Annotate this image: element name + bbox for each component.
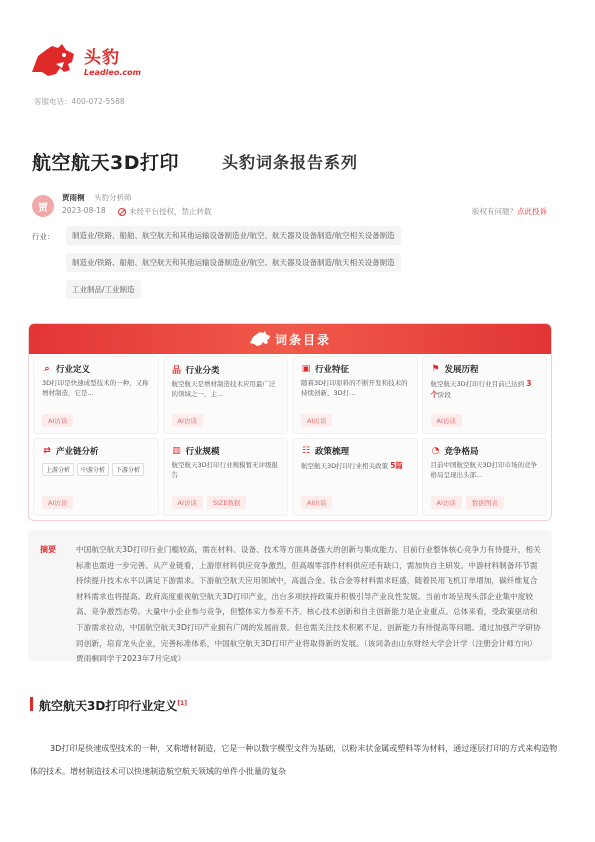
publish-date: 2023-08-18 <box>62 206 106 215</box>
toc-item-title: 行业特征 <box>315 365 350 375</box>
toc-panel <box>28 323 552 521</box>
notice-text: 未经平台授权，禁止转载 <box>129 207 212 216</box>
reference-mark[interactable]: [1] <box>177 700 187 707</box>
copyright-notice <box>118 206 212 217</box>
leopard-logo-icon <box>28 42 78 82</box>
industry-label: 行业： <box>32 232 55 241</box>
toc-item-summary: 航空航天3D打印行业目前已达到 3个阶段 <box>430 379 532 399</box>
ai-interview-tag[interactable]: AI访谈 <box>431 414 462 427</box>
ai-interview-tag[interactable]: AI访谈 <box>172 496 203 509</box>
body-paragraph: 3D打印是快速成型技术的一种，又称增材制造，它是一种以数字模型文件为基础，以粉末状金属或塑料等为材料，通过逐层打印的方式来构造物体的技术。增材制造技术可以快速制造航空航天领域的单件小批量的复杂 <box>30 744 558 776</box>
toc-item-summary: 3D打印是快速成型技术的一种，又称增材制造，它是... <box>42 379 149 397</box>
toc-item-summary: 航空航天3D打印行业规模暂无评级报告 <box>171 461 279 479</box>
features-icon: ▣ <box>301 364 311 374</box>
brand-domain: Leadleo.com <box>84 67 141 77</box>
brand-logo <box>28 42 141 82</box>
toc-item-competition[interactable] <box>422 438 548 516</box>
complaint-prefix: 版权有问题？ <box>472 207 517 216</box>
industry-tag[interactable]: 制造业/铁路、船舶、航空航天和其他运输设备制造业/航空、航天器及设备制造/航天相关设备制造 <box>66 253 401 272</box>
bar-chart-icon: ▥ <box>172 446 181 456</box>
toc-item-policy[interactable] <box>292 438 418 516</box>
ai-interview-tag[interactable]: AI访谈 <box>42 496 73 509</box>
page-title: 航空航天3D打印 <box>32 152 179 174</box>
ai-interview-tag[interactable]: AI访谈 <box>42 414 73 427</box>
hierarchy-icon: 品 <box>171 366 181 376</box>
toc-item-title: 政策梳理 <box>315 447 350 457</box>
brand-name: 头豹 <box>84 47 120 68</box>
leopard-icon <box>249 331 271 347</box>
copyright-complaint <box>472 206 547 217</box>
toc-item-summary: 航空航天3D打印行业相关政策 5篇 <box>301 461 403 470</box>
toc-item-industry-chain[interactable] <box>33 438 159 516</box>
upstream-tag[interactable]: 上游分析 <box>42 463 74 476</box>
industry-tag[interactable]: 制造业/铁路、船舶、航空航天和其他运输设备制造业/航空、航天器及设备制造/航空相关设备制造 <box>66 226 401 245</box>
abstract-text: 中国航空航天3D打印行业门槛较高，需在材料、设备、技术等方面具备强大的创新与集成能力。目前行业整体核心竞争力有待提升，相关标准也需进一步完善。从产业链看，上游原材料供应竞争激烈，但高端零部件材料供应还有缺口，需加快自主研发。中游材料制备环节需持续提升技术水平以满足下游需求。下游航空航天应用领域中，高温合金、钛合金等材料需求旺盛，随着民用飞机订单增加，碳纤维复合材料需求也将提高。政府高度重视航空航天3D打印产业，出台多项扶持政策并积极引导产业良性发展。当前市场呈现头部企业集中度较高、竞争激烈态势。大量中小企业参与竞争，但整体实力参差不齐。核心技术创新和自主创新能力是企业重点。总体来看，受政策驱动和下游需求拉动，中国航空航天3D打印产业拥有广阔的发展前景。但也需关注技术积累不足、创新能力有待提高等问题。通过加强产学研协同创新，培育龙头企业，完善标准体系，中国航空航天3D打印产业将取得新的发展。（该词条由山东财经大学会计学（注册会计师方向）贾雨桐同学于2023年7月完成） <box>76 545 541 664</box>
toc-item-title: 行业规模 <box>185 447 220 457</box>
toc-item-title: 行业分类 <box>185 365 220 376</box>
prohibited-icon <box>118 208 126 216</box>
toc-item-summary: 随着3D打印原料的不断开发和技术的持续创新，3D打... <box>301 379 408 397</box>
author-role: 头豹分析师 <box>94 193 132 202</box>
toc-item-title: 竞争格局 <box>444 447 479 457</box>
ai-interview-tag[interactable]: AI访谈 <box>301 496 332 509</box>
toc-item-market-size[interactable] <box>163 438 289 516</box>
abstract-label: 摘要 <box>40 545 56 554</box>
chain-icon: ⇄ <box>43 446 51 456</box>
toc-item-summary: 航空航天是增材制造技术应用最广泛的领域之一，主... <box>171 380 276 398</box>
flag-icon: ⚑ <box>431 364 440 374</box>
toc-item-title: 发展历程 <box>444 365 479 375</box>
abstract-box <box>28 530 552 664</box>
service-hotline: 客服电话：400-072-5588 <box>34 97 125 106</box>
toc-grid <box>33 356 547 516</box>
section-marker <box>30 697 33 711</box>
author-avatar: 贾 <box>32 195 54 217</box>
ai-interview-tag[interactable]: AI访谈 <box>301 414 332 427</box>
ai-interview-tag[interactable]: AI访谈 <box>431 496 462 509</box>
pie-icon: ◔ <box>431 446 440 456</box>
toc-item-title: 行业定义 <box>56 365 91 375</box>
complaint-link[interactable]: 点此投诉 <box>517 207 547 216</box>
report-series: 头豹词条报告系列 <box>222 153 359 172</box>
toc-item-title: 产业链分析 <box>56 447 99 457</box>
toc-item-definition[interactable] <box>33 356 159 434</box>
toc-title: 词条目录 <box>274 332 331 347</box>
toc-item-features[interactable] <box>292 356 418 434</box>
size-data-tag[interactable]: SIZE数据 <box>207 496 247 509</box>
author-name[interactable]: 贾雨桐 <box>62 193 85 202</box>
toc-item-classification[interactable] <box>163 356 289 434</box>
data-chart-tag[interactable]: 数据图表 <box>466 496 504 509</box>
section-title: 航空航天3D打印行业定义[1] <box>39 699 187 713</box>
industry-tag[interactable]: 工业制品/工业制造 <box>66 280 141 299</box>
toc-header <box>29 324 551 354</box>
policy-icon: ☷ <box>301 446 311 456</box>
toc-item-history[interactable] <box>422 356 548 434</box>
magnifier-icon: ⌕ <box>44 364 50 374</box>
midstream-tag[interactable]: 中游分析 <box>77 463 109 476</box>
downstream-tag[interactable]: 下游分析 <box>112 463 144 476</box>
toc-item-summary: 目前中国航空航天3D打印市场的竞争格局呈现出头部... <box>430 461 538 479</box>
ai-interview-tag[interactable]: AI访谈 <box>172 414 203 427</box>
